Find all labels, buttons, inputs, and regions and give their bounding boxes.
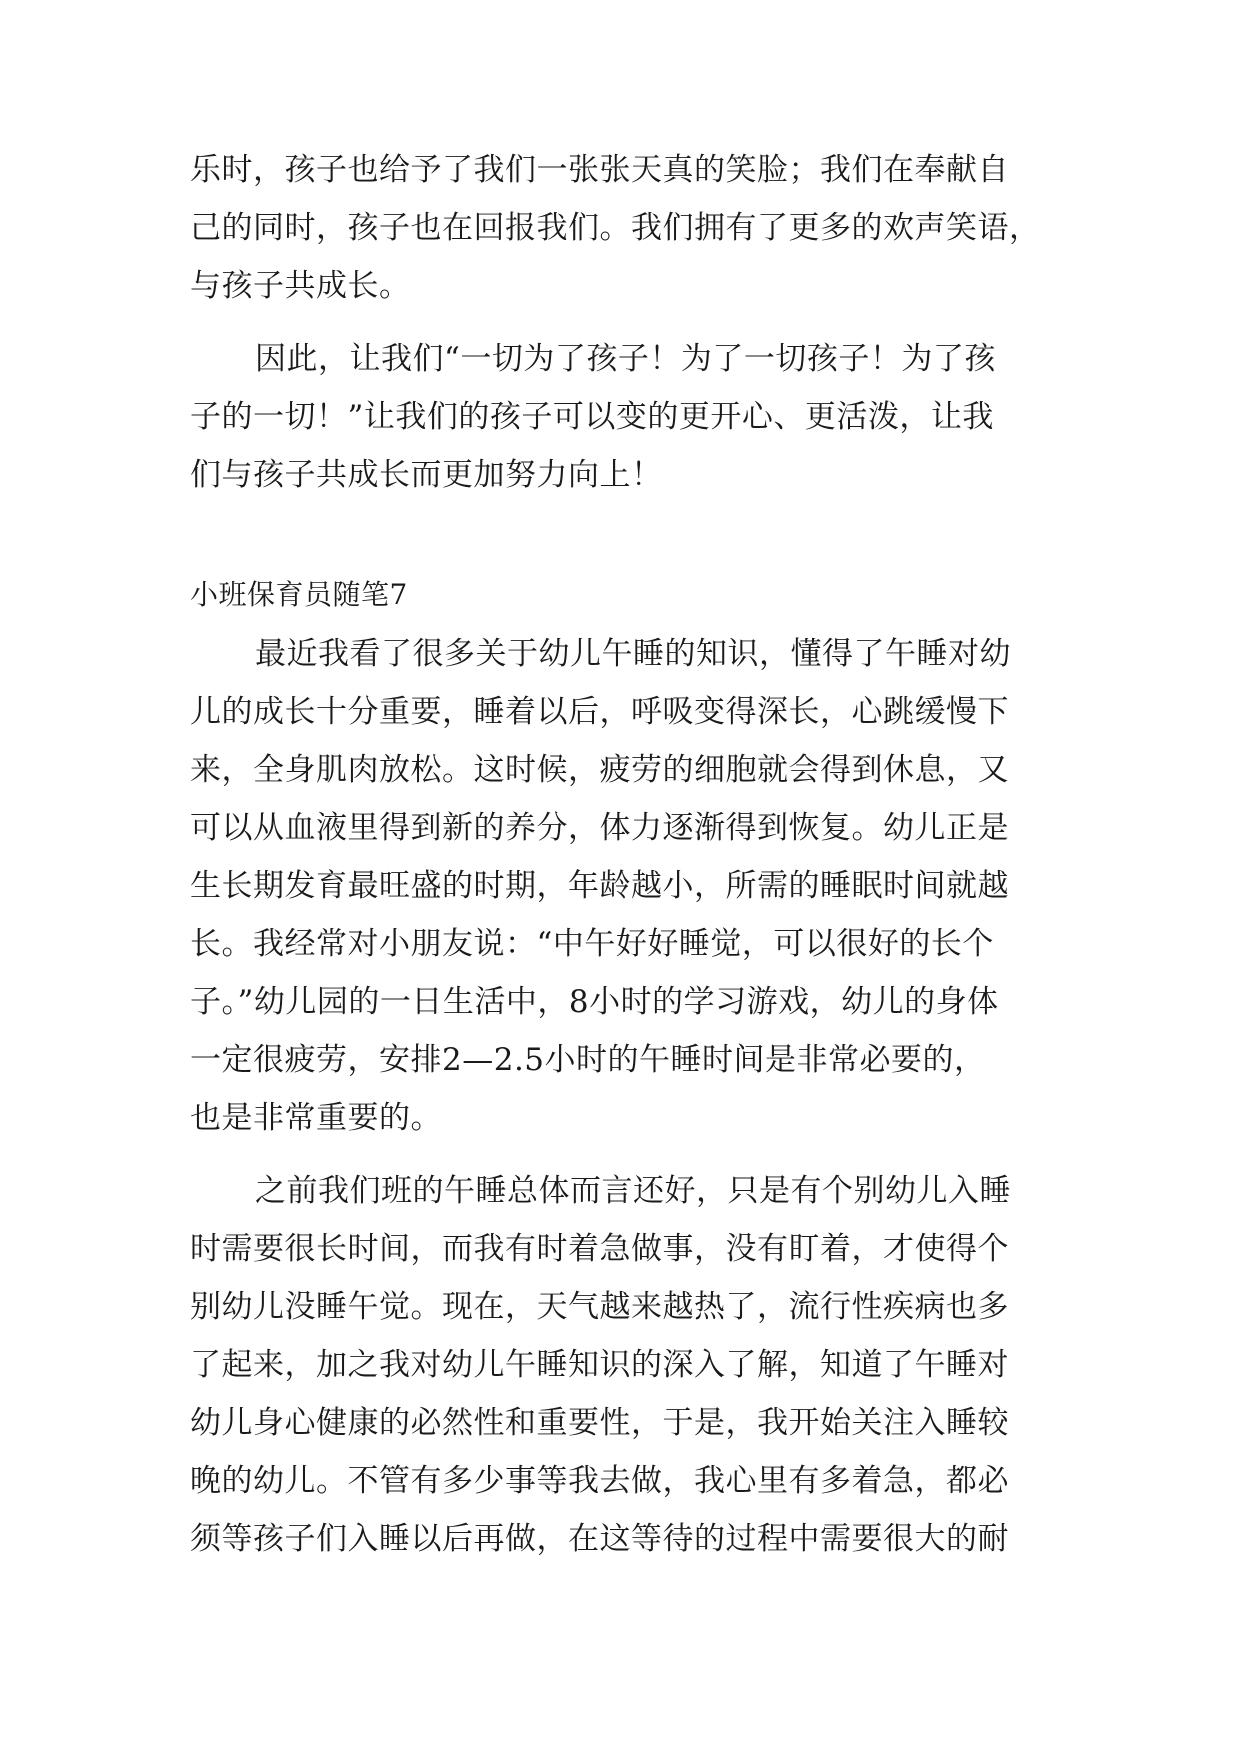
paragraph-line: 晚的幼儿。不管有多少事等我去做，我心里有多着急，都必 [190,1463,1009,1499]
paragraph-line: 一定很疲劳，安排2—2.5小时的午睡时间是非常必要的， [190,1042,986,1078]
paragraph-line: 子的一切！”让我们的孩子可以变的更开心、更活泼，让我 [190,399,994,435]
paragraph-line: 可以从血液里得到新的养分，体力逐渐得到恢复。幼儿正是 [190,810,1009,846]
paragraph-line: 儿的成长十分重要，睡着以后，呼吸变得深长，心跳缓慢下 [190,694,1009,730]
paragraph-line: 己的同时，孩子也在回报我们。我们拥有了更多的欢声笑语， [190,210,1041,246]
paragraph-line: 也是非常重要的。 [190,1100,442,1136]
paragraph-line: 来，全身肌肉放松。这时候，疲劳的细胞就会得到休息，又 [190,752,1009,788]
paragraph-line: 与孩子共成长。 [190,268,411,304]
paragraph-line: 子。”幼儿园的一日生活中，8小时的学习游戏，幼儿的身体 [190,984,999,1020]
paragraph-line: 时需要很长时间，而我有时着急做事，没有盯着，才使得个 [190,1231,1009,1267]
paragraph-line: 别幼儿没睡午觉。现在，天气越来越热了，流行性疾病也多 [190,1289,1009,1325]
paragraph-line: 须等孩子们入睡以后再做，在这等待的过程中需要很大的耐 [190,1521,1009,1557]
section-heading: 小班保育员随笔7 [190,578,408,611]
paragraph-line: 了起来，加之我对幼儿午睡知识的深入了解，知道了午睡对 [190,1347,1009,1383]
paragraph-line: 之前我们班的午睡总体而言还好，只是有个别幼儿入睡 [255,1173,1011,1209]
paragraph-line: 生长期发育最旺盛的时期，年龄越小，所需的睡眠时间就越 [190,868,1009,904]
paragraph-line: 最近我看了很多关于幼儿午睡的知识，懂得了午睡对幼 [255,636,1011,672]
paragraph-line: 因此，让我们“一切为了孩子！为了一切孩子！为了孩 [255,341,996,377]
paragraph-line: 乐时，孩子也给予了我们一张张天真的笑脸；我们在奉献自 [190,152,1009,188]
paragraph-line: 长。我经常对小朋友说：“中午好好睡觉，可以很好的长个 [190,926,994,962]
paragraph-line: 幼儿身心健康的必然性和重要性，于是，我开始关注入睡较 [190,1405,1009,1441]
paragraph-line: 们与孩子共成长而更加努力向上！ [190,457,663,493]
